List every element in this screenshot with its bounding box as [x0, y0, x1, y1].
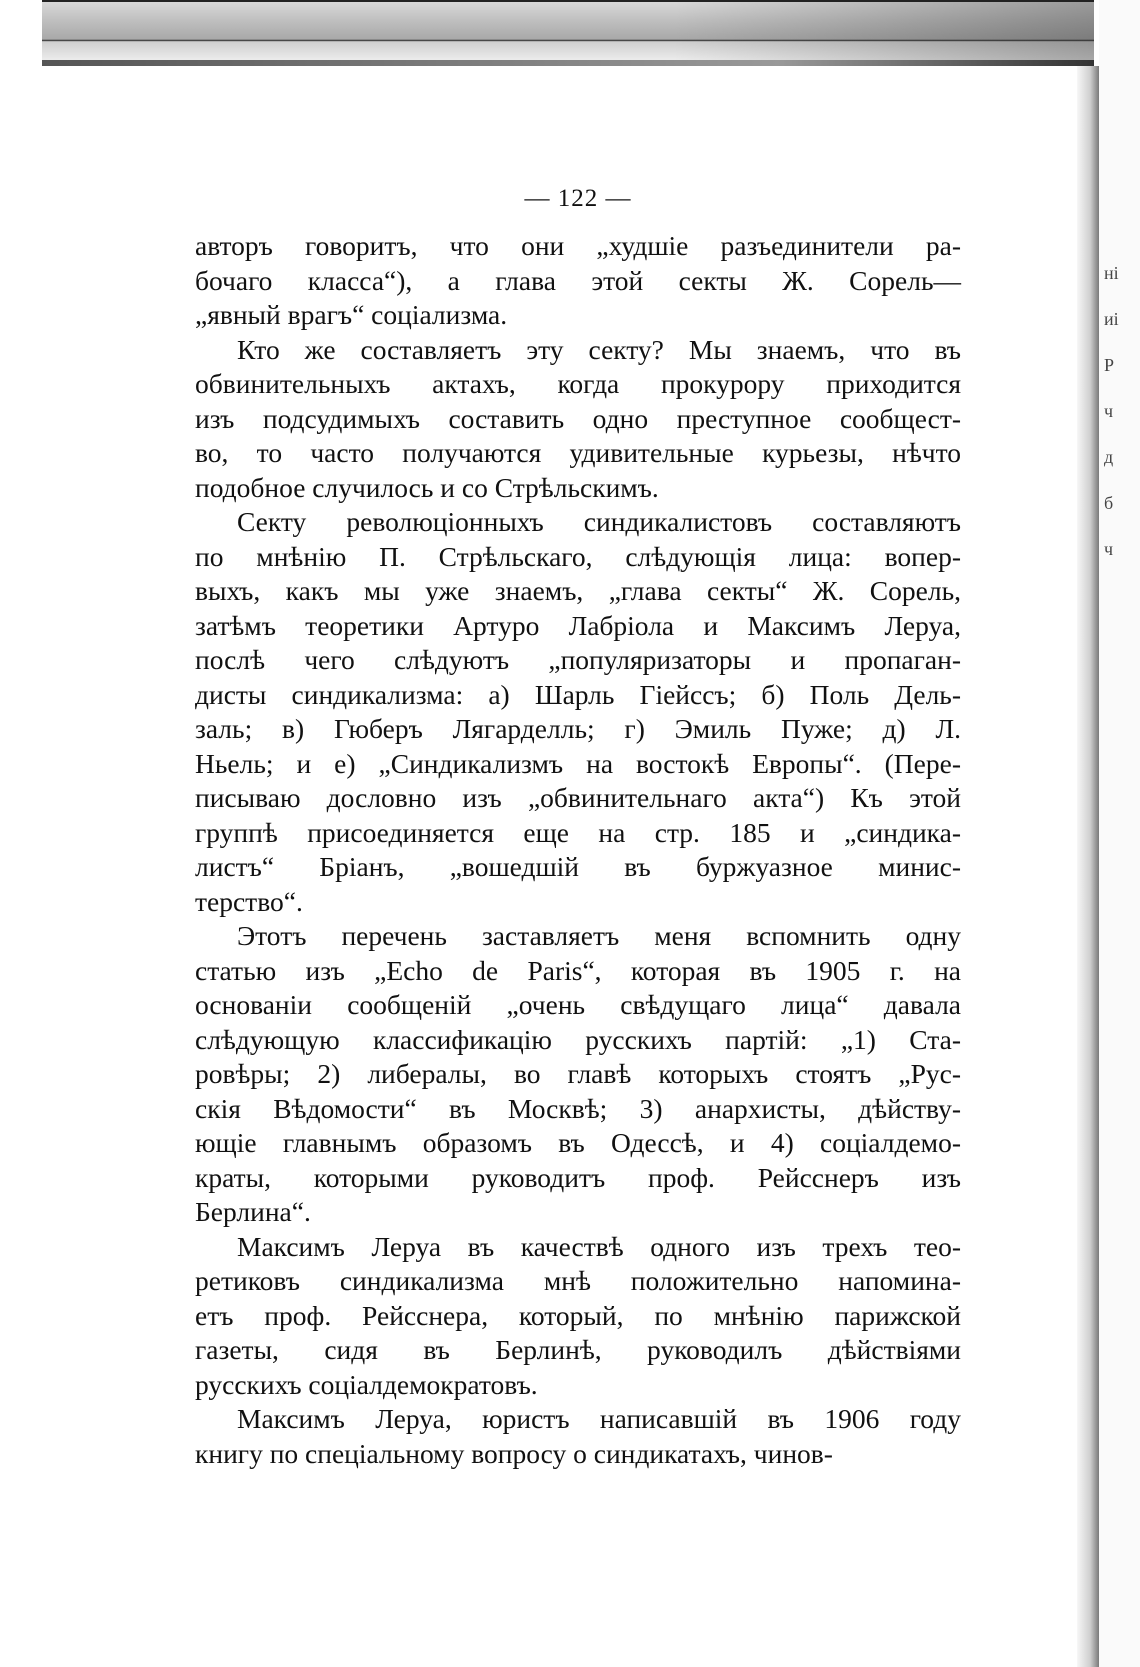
- text-line: слѣдующую классификацію русскихъ партій: „1) Ста-: [195, 1023, 961, 1055]
- text-line: дисты синдикализма: а) Шарль Гіейссъ; б) Поль Дель-: [195, 678, 961, 710]
- text-line: Максимъ Леруа, юристъ написавшій въ 1906 году: [237, 1403, 961, 1434]
- text-line: выхъ, какъ мы уже знаемъ, „глава секты“ Ж. Сорель,: [195, 575, 961, 606]
- text-line: авторъ говоритъ, что они „худшіе разъединители ра-: [195, 230, 961, 261]
- text-line: во, то часто получаются удивительные курьезы, нѣчто: [195, 437, 961, 468]
- text-line: русскихъ соціалдемократовъ.: [195, 1368, 538, 1400]
- text-line: газеты, сидя въ Берлинѣ, руководилъ дѣйствіями: [195, 1334, 961, 1365]
- text-line: „явный врагъ“ соціализма.: [195, 299, 508, 330]
- page-number: — 122 —: [524, 185, 632, 212]
- text-line: послѣ чего слѣдуютъ „популяризаторы и пропаган-: [195, 644, 961, 675]
- paragraph: [195, 1402, 961, 1471]
- text-line: скія Вѣдомости“ въ Москвѣ; 3) анархисты, дѣйству-: [195, 1092, 961, 1124]
- page-binding-shadow: [1077, 66, 1099, 1667]
- text-line: группѣ присоединяется еще на стр. 185 и „синдика-: [195, 816, 961, 848]
- text-line: заль; в) Гюберъ Лягарделль; г) Эмиль Пуже; д) Л.: [195, 713, 961, 744]
- bleed-glyph: д: [1104, 447, 1114, 467]
- text-line: писываю дословно изъ „обвинительнаго акта“) Къ этой: [195, 782, 961, 813]
- paragraph: [195, 919, 961, 1230]
- text-line: подобное случилось и со Стрѣльскимъ.: [195, 471, 659, 503]
- bleed-glyph: ч: [1104, 401, 1114, 421]
- text-line: терство“.: [195, 885, 303, 917]
- text-line: краты, которыми руководитъ проф. Рейсснеръ изъ: [195, 1161, 961, 1193]
- bleed-glyph: Р: [1104, 355, 1115, 375]
- bleed-glyph: ч: [1104, 539, 1114, 559]
- text-line: Этотъ перечень заставляетъ меня вспомнить одну: [237, 920, 961, 951]
- text-line: ретиковъ синдикализма мнѣ положительно напомина-: [195, 1265, 961, 1296]
- bleed-glyph: ні: [1104, 263, 1119, 283]
- book-cover-edge: [42, 0, 1094, 64]
- text-line: бочаго класса“), а глава этой секты Ж. Сорель—: [195, 264, 961, 296]
- adjacent-page-bleed: [1104, 250, 1134, 1650]
- text-line: основаніи сообщеній „очень свѣдущаго лица“ давала: [195, 989, 961, 1020]
- text-line: Кто же составляетъ эту секту? Мы знаемъ, что въ: [237, 333, 961, 365]
- text-line: Максимъ Леруа въ качествѣ одного изъ трехъ тео-: [237, 1230, 961, 1262]
- bleed-glyph: б: [1104, 493, 1114, 513]
- cover-shadow-line: [42, 60, 1094, 66]
- text-line: книгу по спеціальному вопросу о синдикатахъ, чинов-: [195, 1437, 833, 1469]
- text-line: статью изъ „Echo de Paris“, которая въ 1905 г. на: [195, 954, 961, 986]
- text-line: по мнѣнію П. Стрѣльскаго, слѣдующія лица: вопер-: [195, 540, 961, 572]
- text-line: ровѣры; 2) либералы, во главѣ которыхъ стоятъ „Рус-: [195, 1058, 961, 1089]
- paragraph: [195, 505, 961, 919]
- text-line: Берлина“.: [195, 1196, 311, 1227]
- text-line: изъ подсудимыхъ составить одно преступное сообщест-: [195, 402, 961, 434]
- book-page: [195, 185, 961, 1471]
- text-line: ющіе главнымъ образомъ въ Одессѣ, и 4) соціалдемо-: [195, 1127, 961, 1158]
- paragraph: [195, 229, 961, 333]
- bleed-glyph: иі: [1104, 309, 1119, 329]
- text-line: Ньель; и е) „Синдикализмъ на востокѣ Европы“. (Пере-: [195, 747, 961, 779]
- text-line: обвинительныхъ актахъ, когда прокурору приходится: [195, 368, 961, 399]
- text-line: затѣмъ теоретики Артуро Лабріола и Максимъ Леруа,: [195, 609, 961, 641]
- page-body-text: [195, 229, 961, 1471]
- paragraph: [195, 333, 961, 506]
- paragraph: [195, 1230, 961, 1403]
- text-line: Секту революціонныхъ синдикалистовъ составляютъ: [237, 506, 961, 537]
- text-line: листъ“ Бріанъ, „вошедшій въ буржуазное минис-: [195, 851, 961, 882]
- text-line: етъ проф. Рейсснера, который, по мнѣнію парижской: [195, 1299, 961, 1331]
